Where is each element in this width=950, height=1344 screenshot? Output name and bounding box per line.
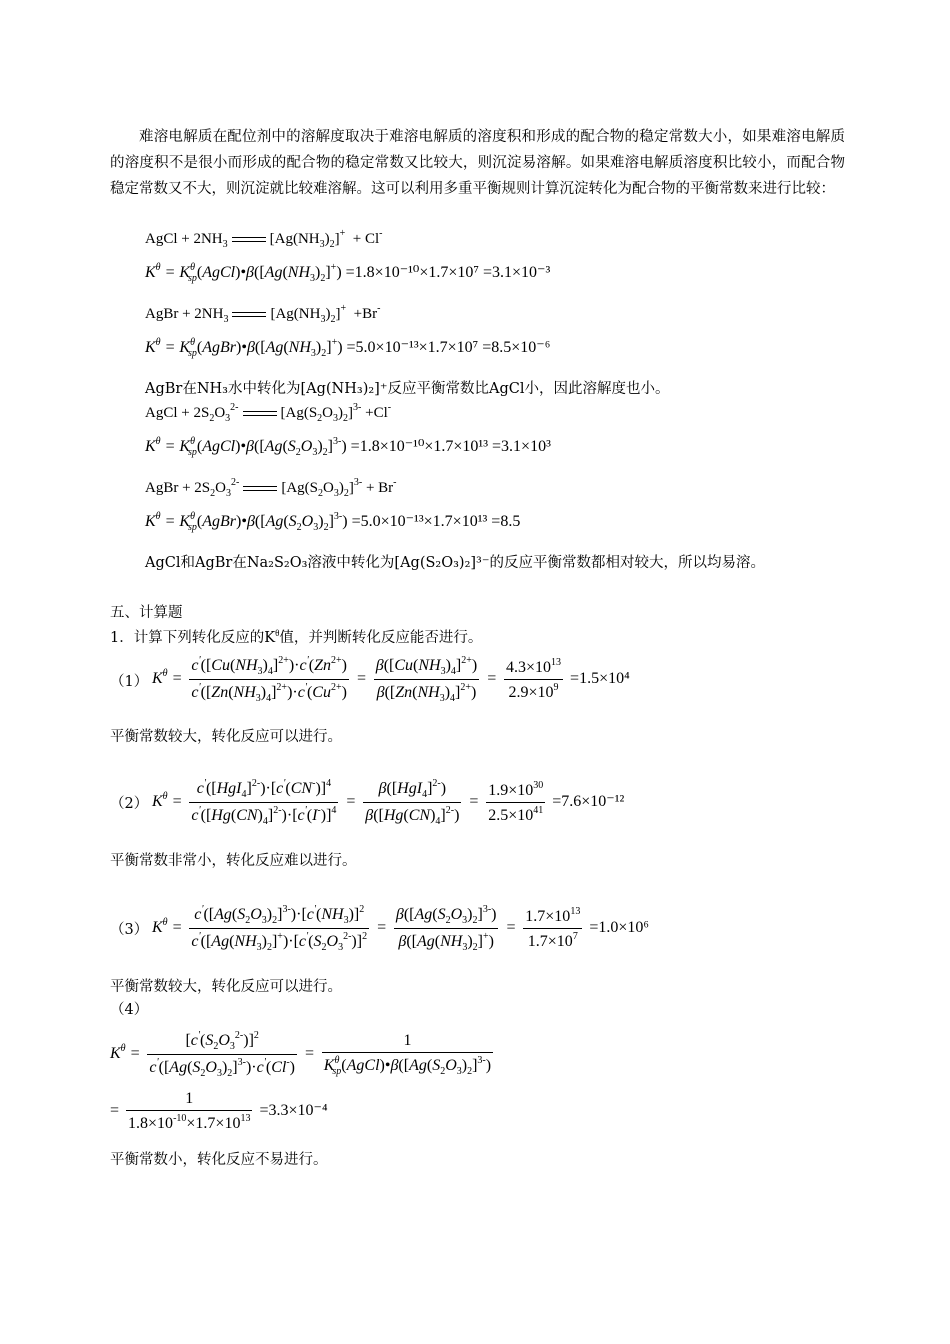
conclusion-4: 平衡常数小，转化反应不易进行。 (110, 1152, 328, 1168)
result-2: =5.0×10⁻¹³×1.7×10⁷ =8.5×10⁻⁶ (346, 339, 551, 356)
equation-problem-4b: = $\frac{1}{1.8\times 10^{-10}\times 1.7\times 10^{13}}$ =3.3×10⁻⁴ (110, 1090, 328, 1132)
equation-k-agcl-nh3: $K^\theta$ = $K^\theta_{sp}(AgCl)•\beta([Ag(NH_3)_2]^+) =1.8\times 10^{-10}\times 1.7\times 10^7 =3.1\times 10^{-3}$ (145, 262, 551, 284)
problem-3-result: =1.0×10⁶ (589, 919, 649, 937)
equation-k-agbr-nh3: $K^\theta$ = $K^\theta_{sp}(AgBr)•\beta([Ag(NH_3)_2]^+) =5.0\times 10^{-13}\times 1.7\times 10^7 =8.5\times 10^{-6}$ (145, 337, 551, 359)
label-1: （1） (110, 674, 149, 690)
reaction-agbr-nh3: AgBr + $2NH_3$ $[Ag(NH_3)_2]^+ +Br^-$ (145, 303, 381, 325)
intro-paragraph: 难溶电解质在配位剂中的溶解度取决于难溶电解质的溶度积和形成的配合物的稳定常数大小，如果难溶电解质的溶度积不是很小而形成的配合物的稳定常数又比较大，则沉淀易溶解。如果难溶电解质溶度积比较小，而配合物稳定常数又不大，则沉淀就比较难溶解。这可以利用多重平衡规则计算沉淀转化为配合物的平衡常数来进行比较： (110, 129, 845, 197)
reaction-agcl-s2o3: AgCl + $2S_2O_3^{2-}$ $[Ag(S_2O_3)_2]^{3-} +Cl^-$ (145, 402, 392, 424)
label-4: （4） (110, 1002, 149, 1018)
question-1-text: 1．计算下列转化反应的K (110, 630, 276, 646)
equilibrium-arrows-icon (243, 409, 277, 419)
equation-problem-1: $K^\theta$ = $\frac{c'([Cu(NH_3)_4]^{2+})\cdot c'(Zn^{2+})}{c'([Zn(NH_3)_4]^{2+})\cdot c'(Cu^{2+})}$ = $\frac{\beta([Cu(NH_3)_4]^{2+})}{\beta([Zn(NH_3)_4]^{2+})}$ = $\frac{4.3\times 10^{13}}{2.9\times 10^9}$ =1.5×10⁴ (152, 655, 630, 704)
problem-4-result: =3.3×10⁻⁴ (259, 1102, 328, 1120)
conclusion-3: 平衡常数较大，转化反应可以进行。 (110, 979, 342, 995)
question-1: 1．计算下列转化反应的$K^\theta$值，并判断转化反应能否进行。 (110, 628, 483, 646)
equilibrium-arrows-icon (232, 235, 266, 245)
equilibrium-arrows-icon (232, 310, 266, 320)
section-title: 五、计算题 (110, 605, 183, 621)
note-s2o3: AgCl和AgBr在Na₂S₂O₃溶液中转化为[Ag(S₂O₃)₂]³⁻的反应平衡常数都相对较大，所以均易溶。 (145, 555, 766, 571)
reaction-agcl-nh3: AgCl + $2NH_3$ $[Ag(NH_3)_2]^+ + Cl^-$ (145, 228, 383, 250)
result-1: =1.8×10⁻¹⁰×1.7×10⁷ =3.1×10⁻³ (345, 264, 551, 281)
conclusion-1: 平衡常数较大，转化反应可以进行。 (110, 729, 342, 745)
equilibrium-arrows-icon (243, 484, 277, 494)
equation-problem-2: $K^\theta$ = $\frac{c'([HgI_4]^{2-})\cdot[c'(CN^-)]^4}{c'([Hg(CN)_4]^{2-})\cdot[c'(I^-)]^4}$ = $\frac{\beta([HgI_4]^{2-})}{\beta([Hg(CN)_4]^{2-})}$ = $\frac{1.9\times 10^{30}}{2.5\times 10^{41}}$ =7.6×10⁻¹² (152, 778, 625, 827)
equation-problem-4a: $K^\theta$ = $\frac{[c'(S_2O_3^{2-})]^2}{c'([Ag(S_2O_3)_2]^{3-})\cdot c'(Cl^-)}$ = $\frac{1}{K^\theta_{sp}(AgCl)•\beta([Ag(S_2O_3)_2]^{3-})}$ (110, 1030, 492, 1079)
problem-2-result: =7.6×10⁻¹² (552, 793, 625, 811)
label-3: （3） (110, 922, 149, 938)
note-agbr-nh3: AgBr在NH₃水中转化为[Ag(NH₃)₂]⁺反应平衡常数比AgCl小，因此溶解度也小。 (145, 381, 670, 397)
equation-k-agcl-s2o3: $K^\theta$ = $K^\theta_{sp}(AgCl)•\beta([Ag(S_2O_3)_2]^{3-}) =1.8\times 10^{-10}\times 1.7\times 10^{13} =3.1\times 10^3$ (145, 436, 551, 458)
result-3: =1.8×10⁻¹⁰×1.7×10¹³ =3.1×10³ (350, 438, 551, 455)
reaction-agbr-s2o3: AgBr + $2S_2O_3^{2-}$ $[Ag(S_2O_3)_2]^{3-} + Br^-$ (145, 477, 397, 499)
result-4: =5.0×10⁻¹³×1.7×10¹³ =8.5 (351, 513, 521, 530)
conclusion-2: 平衡常数非常小，转化反应难以进行。 (110, 853, 357, 869)
equation-k-agbr-s2o3: $K^\theta$ = $K^\theta_{sp}(AgBr)•\beta([Ag(S_2O_3)_2]^{3-}) =5.0\times 10^{-13}\times 1.7\times 10^{13} =8.5$ (145, 511, 521, 533)
problem-1-result: =1.5×10⁴ (570, 670, 630, 688)
question-1-tail: 值，并判断转化反应能否进行。 (279, 630, 483, 646)
label-2: （2） (110, 796, 149, 812)
equation-problem-3: $K^\theta$ = $\frac{c'([Ag(S_2O_3)_2]^{3-})\cdot[c'(NH_3)]^2}{c'([Ag(NH_3)_2]^+)\cdot[c'(S_2O_3^{2-})]^2}$ = $\frac{\beta([Ag(S_2O_3)_2]^{3-})}{\beta([Ag(NH_3)_2]^+)}$ = $\frac{1.7\times 10^{13}}{1.7\times 10^7}$ =1.0×10⁶ (152, 904, 649, 953)
